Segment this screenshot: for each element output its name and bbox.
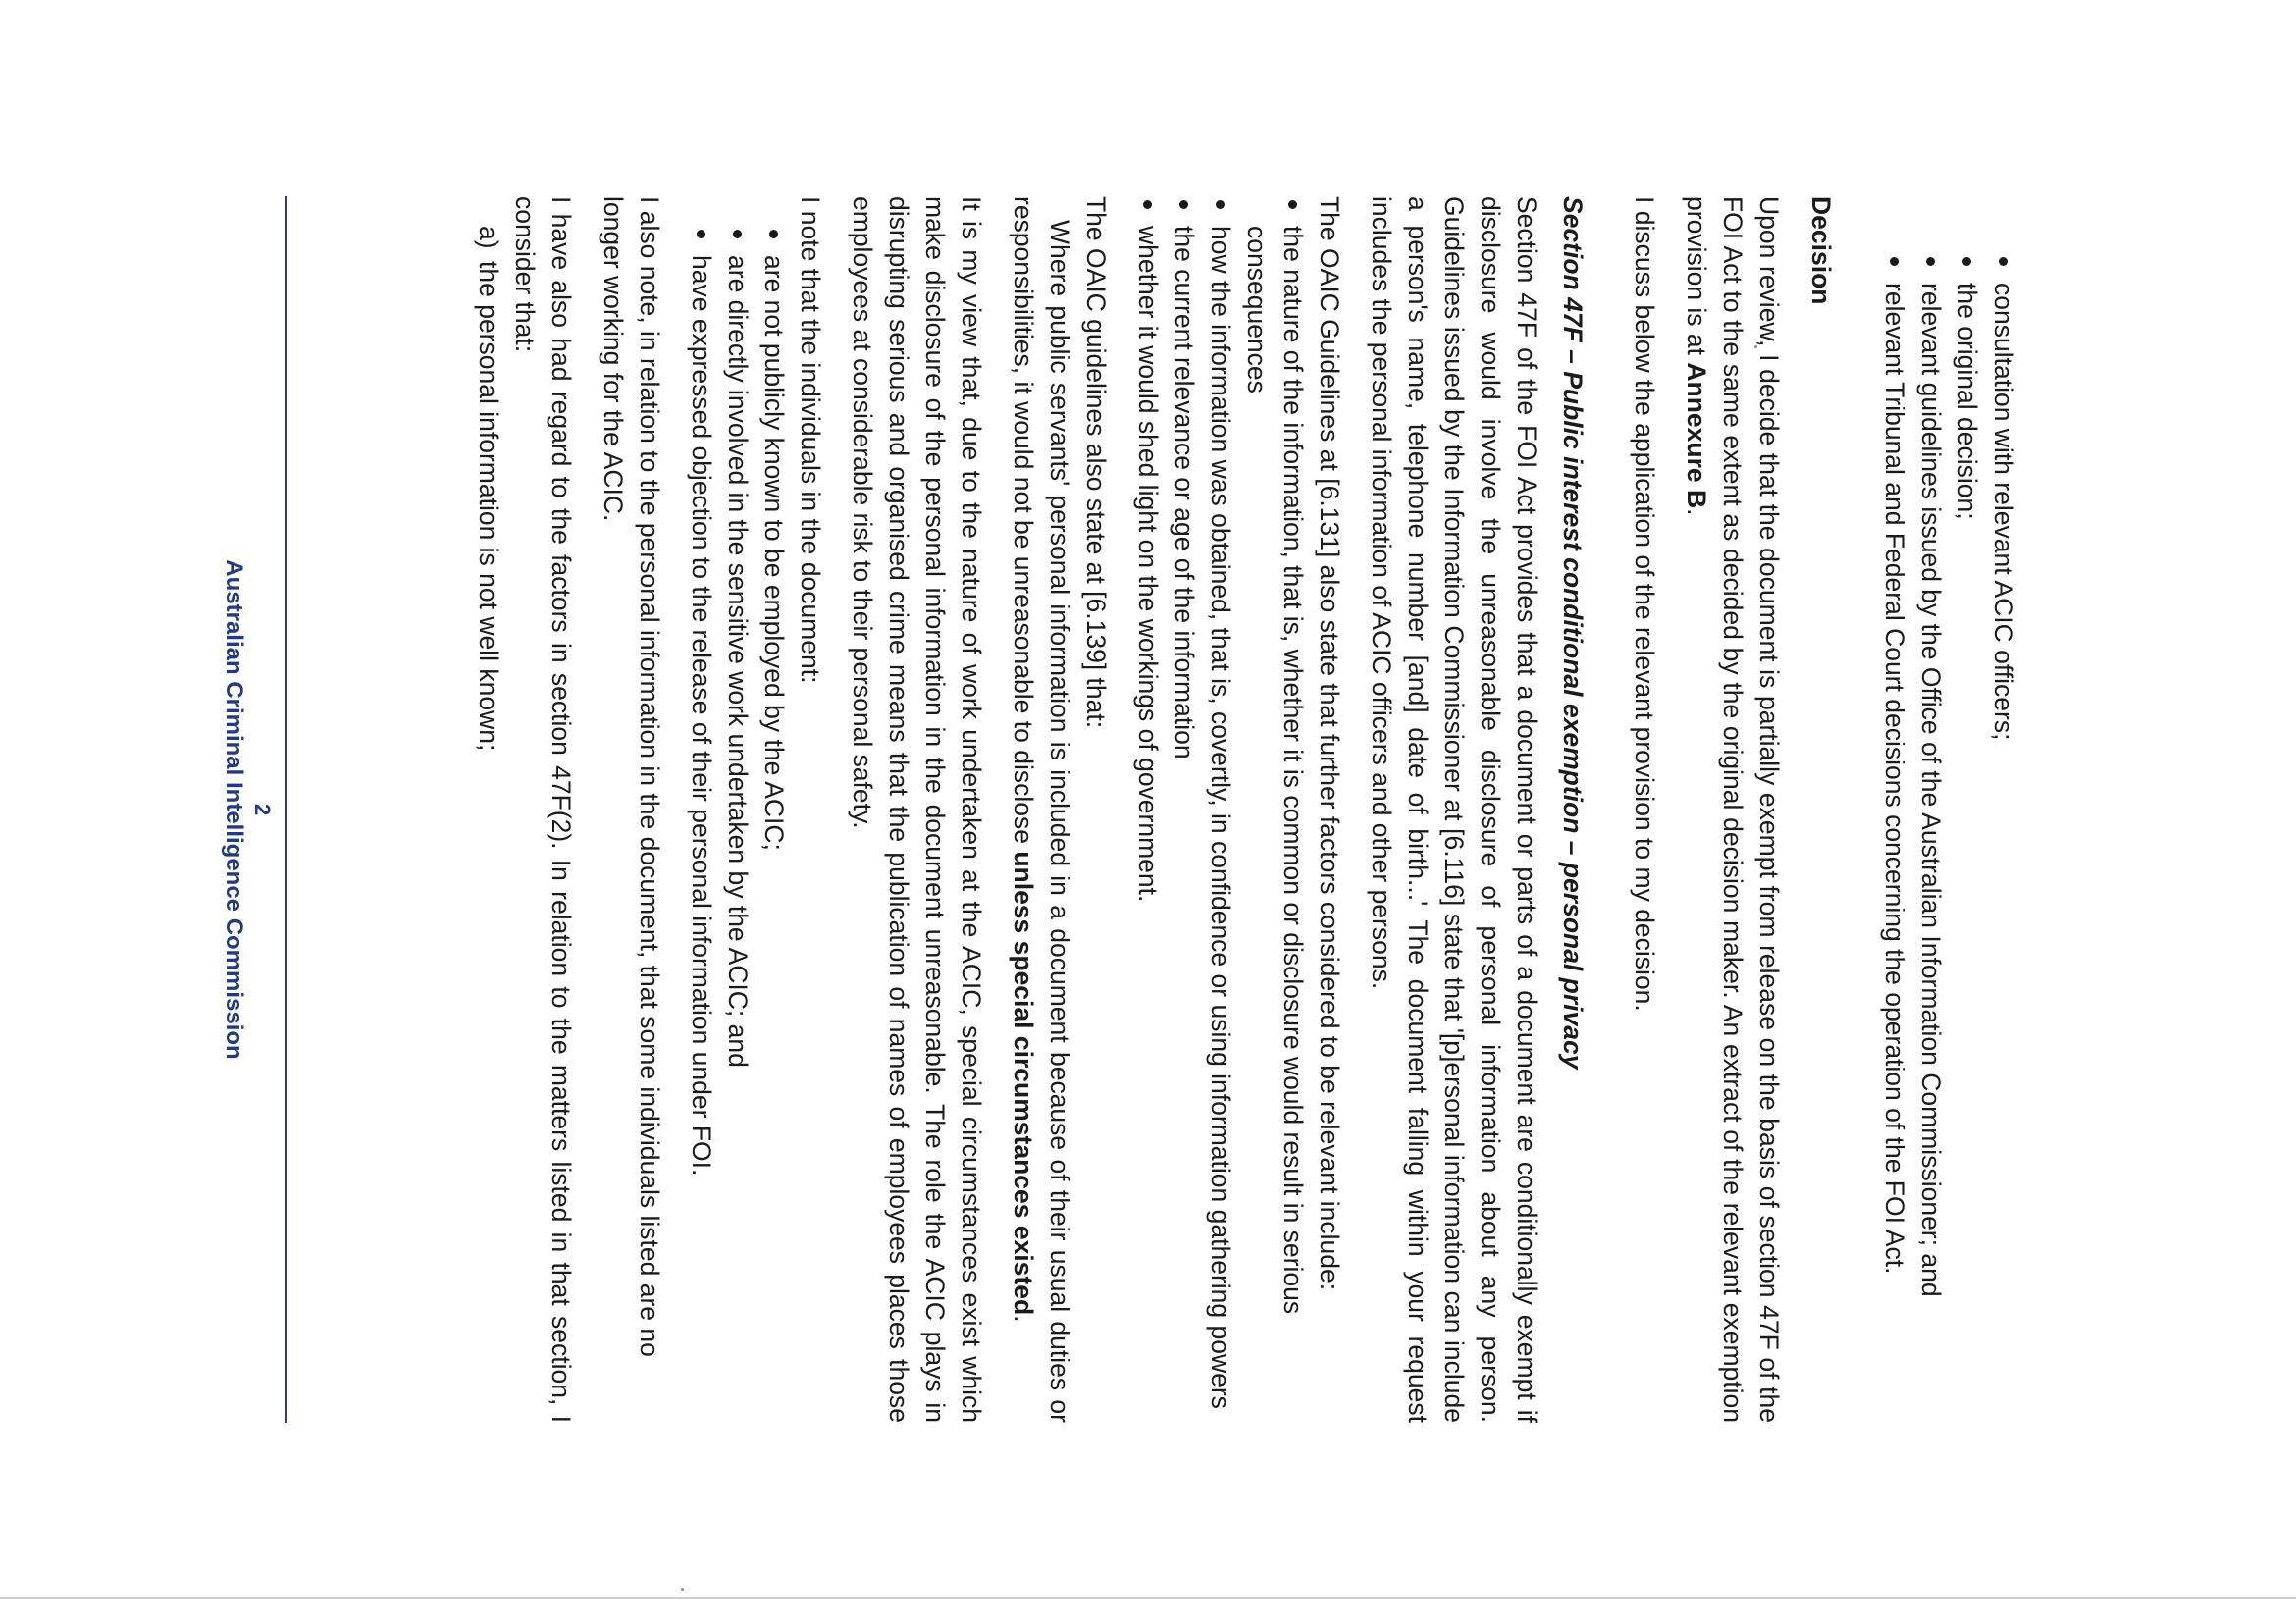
list-item: whether it would shed light on the workings of government. [1129,196,1166,1423]
list-item: are not publicly known to be employed by the ACIC; [756,226,792,1423]
decision-paragraph [1678,196,1787,1423]
decision-text: Upon review, I decide that the document is partially exempt from release on the basis of section 47F of the FOI Act to the same extent as decided by the original decision maker. An extract of the relevant exemption provision is at [1682,196,1784,1423]
list-item: have expressed objection to the release of their personal information under FOI. [683,226,719,1423]
individuals-list [683,226,792,1423]
page-number: 2 [250,803,275,816]
decision-text-end: . [1682,508,1711,516]
list-item: the nature of the information, that is, whether it is common or disclosure would result in serious consequences [1238,196,1311,1423]
guidelines-intro: The OAIC guidelines also state at [6.139] that: [1081,196,1111,729]
list-item: relevant guidelines issued by the Office of the Australian Information Commissioner; and [1912,253,1949,1423]
special-circumstances-paragraph: It is my view that, due to the nature of work undertaken at the ACIC, special circumstances exist which make disclosure of the personal information in the document unreasonable. The role the ACIC plays in disrupting serious and organised crime means that the publication of names of employees places those employees at considerable risk to their personal safety. [848,196,986,1423]
list-item: how the information was obtained, that is, covertly, in confidence or using information gathering powers [1202,196,1238,1423]
factors-list [1129,196,1311,1423]
list-item [470,196,506,1423]
factors-intro: The OAIC Guidelines at [6.131] also state that further factors considered to be relevant include: [1315,196,1344,1291]
former-employees-paragraph: I also note, in relation to the personal information in the document, that some individuals listed are no longer working for the ACIC. [599,196,664,1357]
individuals-intro: I note that the individuals in the document: [796,196,825,684]
item-label: a) [474,226,503,249]
list-item: consultation with relevant ACIC officers; [1985,253,2021,1423]
quote-emphasis: unless special circumstances existed [1009,851,1038,1316]
item-text: the personal information is not well known; [474,261,503,752]
section-47f-paragraph: Section 47F of the FOI Act provides that a document or parts of a document are conditionally exempt if disclosure would involve the unreasonable disclosure of personal information about any person. Guidelines issued by the Information Commissioner at [6.116] state that '[p]ersonal information can include a person's name, telephone number [and] date of birth...' The document falling within your request includes the personal information of ACIC officers and other persons. [1367,196,1541,1423]
quote-end: . [1009,1315,1038,1323]
considerations-list [470,196,506,1423]
annexure-reference: Annexure B [1682,362,1711,509]
factors-47f2-paragraph: I have also had regard to the factors in section 47F(2). In relation to the matters listed in that section, I consider that: [510,196,576,1423]
footer-rule [285,196,287,1423]
review-materials-list [1876,253,2021,1423]
document-body [470,196,2021,1423]
list-item: the original decision; [1949,253,1985,1423]
quote-text: Where public servants' personal information is included in a document because of their usual duties or responsibilities, it would not be unreasonable to disclose [1009,196,1074,1423]
discussion-paragraph: I discuss below the application of the relevant provision to my decision. [1630,196,1659,1012]
footer-organisation: Australian Criminal Intelligence Commission [221,559,247,1060]
list-item: the current relevance or age of the information [1166,196,1202,1423]
list-item: relevant Tribunal and Federal Court decisions concerning the operation of the FOI Act. [1876,253,1912,1423]
decision-heading: Decision [1806,196,1836,305]
guidelines-quote [1005,196,1077,1423]
list-item: are directly involved in the sensitive work undertaken by the ACIC; and [719,226,756,1423]
section-47f-heading: Section 47F – Public interest conditional exemption – personal privacy [1558,196,1588,1070]
